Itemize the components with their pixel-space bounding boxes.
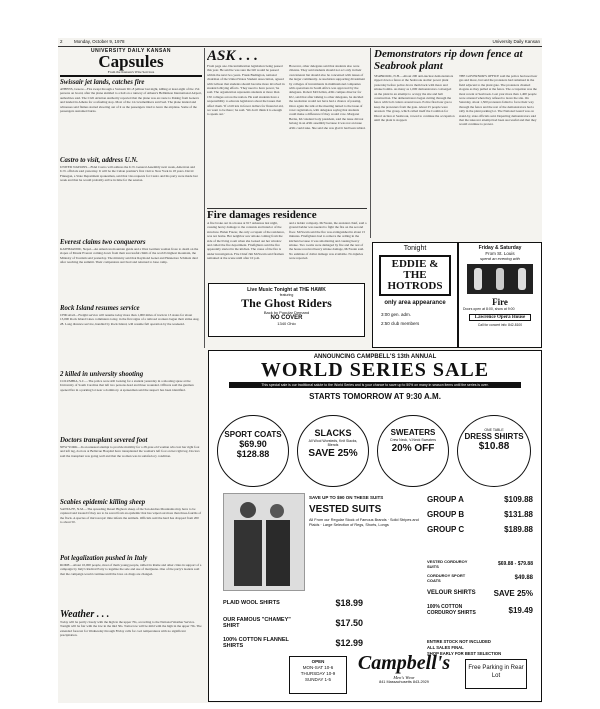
badge-lines: All Wool Worsteds, Knit Slacks, Blends (308, 439, 358, 447)
friday-line2: From St. Louis (485, 251, 515, 256)
badge-price1: $10.88 (478, 441, 510, 452)
group-row (427, 495, 533, 510)
group-name: GROUP B (427, 510, 465, 519)
story-headline: Doctors transplant severed foot (60, 437, 148, 444)
item-name: OUR FAMOUS "CHAMEY" SHIRT (223, 617, 291, 629)
story-castro (60, 157, 202, 239)
sale-item (427, 585, 533, 601)
free-parking (465, 659, 527, 689)
story-body: ROME—About 10,000 people, most of them young people, rallied in Rome and other cities in support of a campaign by Italy's Radical Party to legalize the sale and use of marijuana. One of the party's leaders said that the campaign would continue until the laws on drugs are changed. (60, 563, 202, 576)
capsules-title: Capsules (98, 52, 164, 71)
ghost-featuring: featuring (279, 293, 294, 297)
items-right (427, 557, 533, 637)
fire-headline: Fire damages residence (207, 209, 317, 221)
ghost-band: The Ghost Riders (241, 296, 332, 310)
issue-date: Monday, October 9, 1978 (74, 39, 125, 44)
story-body: CHICAGO—Freight service will resume today more than 1,000 miles of track in 13 states for about 13,000 Rock Island Lines commuters today, in the first signs of a railroad workers began their strike Aug. 28. Long distance service, handled by Rock Island, will resume full operation by the weekend. (60, 313, 200, 326)
ask-body-col2: However, other delegates said that students also were citizens. They said students should not act only in their own interest but should also be concerned with issues of the larger community. A resolution supporting divestment by colleges of investments in multinational companies with operations in South Africa was approved by the delegates. Robert McClellan, ASK campus director for KU, said that after talking to other delegates, he decided the resolution would not have had a chance of passing. Once again the talk at the meeting turned to the issue of voter registration, with delegates saying that students could make a difference if they would vote. Margaret Bertie, KU student body president, said the issue did not belong in an ASK assembly because it was not an issue ASK could take. She said she was glad it had been tabled. (289, 64, 366, 130)
story-body: COLUMBIA, S.C.—The police were still looking for a student yesterday in a shooting spree at the University of South Carolina that left two persons dead and three wounded. Officers said the gunman opened fire in a parking lot near a dormitory. A spokesman said the suspect has been identified. (60, 379, 194, 392)
friday-line1: Friday & Saturday (478, 245, 522, 251)
item-name: 100% COTTON FLANNEL SHIRTS (223, 637, 289, 649)
story-headline: Scabies epidemic killing sheep (60, 499, 146, 506)
story-body: UNITED NATIONS—Fidel Castro will address the U.N. General Assembly next week, American and U.N. officials said yesterday. It will be the Cuban premier's first visit to New York in 18 years. David Finnegan, a State Department spokesman, said that visa requests for Castro and his party were made last week and that he would probably arrive in time for the session. (60, 165, 198, 183)
story-body: ATHENS, Greece—Fire swept through a Swissair DC-8 jetliner last night, killing at least eight of the 154 persons on board, after the plane skidded to a halt on a runway of Athens's Hellinikon International Airport, authorities said. The Civil Aviation Authority reported that the plane was en route to Peking from Geneva and landed in Athens for a refueling stop. Most of the 14 crewmembers survived. The plane landed and witnesses said flames started shooting out of it as the passengers tried to leave the airplane. Some of the passengers sustained burns. (60, 87, 202, 114)
page-number: 2 (60, 39, 63, 44)
group-row (427, 510, 533, 525)
story-headline: Castro to visit, address U.N. (60, 157, 138, 164)
sale-item (427, 557, 533, 571)
world-series-sale-ad (208, 350, 542, 702)
ghost-sub: Back by Popular Demand (263, 310, 310, 315)
item-name: PLAID WOOL SHIRTS (223, 600, 280, 606)
fire-body-col2: and a ladder company. McSwain, the assistant chief, said a ground ladder was needed to fight the fire on the second floor. McSwain said the fire was extinguished in about 15 minutes. Firefighters had to remove the ceiling in the kitchen because it was smoldering and causing heavy smoke. Two rooms were damaged by fire and the rest of the house received heavy smoke damage, McSwain said. No estimate of dollar damage was available. No injuries were reported. (289, 221, 367, 261)
badge-price2: $128.88 (236, 449, 270, 459)
group-name: GROUP A (427, 495, 464, 504)
badge-title: SPORT COATS (224, 430, 282, 439)
footnote: ENTIRE STOCK NOT INCLUDED (427, 639, 491, 644)
badge-title: DRESS SHIRTS (464, 432, 524, 441)
item-name: 100% COTTON CORDUROY SHIRTS (427, 604, 476, 616)
sale-item (223, 613, 363, 633)
hours-line: MON-SAT 10-6 (302, 665, 334, 670)
story-shooting (60, 371, 202, 437)
group-name: GROUP C (427, 525, 465, 534)
sale-starts: STARTS TOMORROW AT 9:30 A.M. (309, 392, 441, 401)
badge-price1: 20% OFF (391, 443, 435, 454)
capsules-masthead (60, 48, 202, 77)
friday-doors: Doors open at 8:00, show at 9:00 (463, 307, 515, 311)
demonstrators-body-col2: THE GOVERNOR'S OFFICE said the police had used tear gas and mace, but said the protesters had remained in the field adjacent to the plant gate. The protesters chanted slogans as they pulled at the fence. The occupation was the most recent at Seabrook. Last year more than 1,400 people were arrested when they refused to leave the site. On Saturday, about 1,500 protesters failed to force their way through the fence and the rest of the demonstrators had a rally in the plant parking lot. The National Guard was on stand-by, state officials said. Departing demonstrators said that the takeover attempt had been successful and that they would continue to protest. (459, 74, 538, 127)
page-header (58, 38, 542, 47)
store-hours (289, 656, 347, 694)
eddie-time2: 2:50 club members (381, 321, 420, 326)
items-left (223, 593, 363, 653)
sale-tagline: This special sale is our traditional salute to the World Series and is your chance to save up to 50% on many in season items until the series is over. (229, 382, 521, 388)
campbells-logo (349, 651, 459, 697)
suit-illustration (223, 493, 305, 591)
vested-features: All From our Regular Stock of Famous Brands · Solid Stripes and Plaids · Large Selection of Regs, Shorts, Longs (309, 518, 419, 527)
story-headline: Everest claims two conquerors (60, 239, 146, 246)
sale-item (223, 593, 363, 613)
story-weather (60, 609, 202, 659)
sale-top: ANNOUNCING CAMPBELL'S 13th ANNUAL (313, 354, 437, 360)
item-name: CORDUROY SPORT COATS (427, 573, 466, 583)
sale-item (427, 601, 533, 619)
story-pot (60, 555, 202, 609)
friday-line3: spend an evening with (480, 256, 520, 261)
footnote: ALL SALES FINAL (427, 645, 464, 650)
item-price: $19.49 (508, 605, 533, 615)
story-scabies (60, 499, 202, 555)
badge-dress-shirts (457, 415, 531, 487)
badge-sweaters (377, 415, 449, 487)
ghost-cover: NO COVER (270, 315, 303, 321)
story-headline: Swissair jet lands, catches fire (60, 79, 145, 86)
ask-headline: ASK . . . (207, 48, 258, 64)
story-everest (60, 239, 202, 305)
weather-headline: Weather . . . (60, 609, 110, 620)
demonstrators-headline: Demonstrators rip down fence at Seabrook plant (374, 48, 523, 72)
store-name: Campbell's (357, 652, 451, 674)
footnote: SHOP EARLY FOR BEST SELECTION (427, 651, 502, 656)
eddie-band: EDDIE & THE HOTRODS (379, 255, 451, 296)
store-sub: Men's Wear (393, 675, 415, 680)
paper-name: University Daily Kansan (492, 39, 540, 44)
story-headline: Pot legalization pushed in Italy (60, 555, 148, 562)
story-body: Today will be partly cloudy with the high in the upper 70s, according to the National Weather Service. Tonight will be fair with the low in the mid 50s. Tomorrow will be mild with the high in the upper 70s. The extended forecast for Wednesday through Friday calls for cool temperatures with no significant precipitation. (60, 620, 202, 638)
badge-lines: ONE TABLE (484, 428, 504, 432)
badge-title: SWEATERS (390, 428, 436, 437)
eddie-tonight: Tonight (403, 245, 427, 252)
badge-price1: $69.90 (239, 439, 267, 449)
capsules-subtitle: From the Kansan's Wire Services (107, 70, 155, 74)
story-transplant (60, 437, 202, 499)
item-price: $69.88 - $79.88 (497, 561, 533, 567)
demonstrators-body-col1: SEABROOK, N.H.—About 200 anti-nuclear demonstrators ripped down a fence at the Seabrook atomic power plant yesterday before police drove them back with mace and smoke bombs. As many as 1,000 demonstrators converged on the plant in an attempt to occupy the site and halt construction. The demonstrators began cutting through the fence with bolt cutters around noon. Police fired tear gas to keep the protesters from the gate. About 25 people were arrested. The group, which called itself the Coalition for Direct Action at Seabrook, vowed to continue the occupation until the plant is stopped. (374, 74, 455, 123)
sale-title: WORLD SERIES SALE (260, 359, 490, 381)
sale-item (427, 571, 533, 585)
item-price: $49.88 (514, 575, 533, 581)
badge-sport-coats (217, 415, 289, 487)
eddie-show: only area appearance (384, 300, 446, 306)
badge-lines: Crew Neck, V-Neck Sweaters (390, 438, 436, 442)
friday-band: Fire (492, 297, 508, 307)
fire-story (207, 208, 367, 281)
group-row (427, 525, 533, 540)
hours-line: SUNDAY 1-5 (304, 677, 332, 682)
story-body: NEW YORK—In an unusual attempt to provide mobility for a 28-year-old woman who lost her right foot and left leg, doctors at Bellevue Hospital have transplanted the woman's left foot on her right leg. Doctors said the transplant was going well and that the woman was in satisfactory condition. (60, 445, 200, 458)
sale-item (223, 633, 363, 653)
story-body: KATHMANDU, Nepal—An American mountain guide and a West German woman froze to death on the slopes of Mount Everest coming down from their successful climb of the world's highest mountain, the Ministry of Tourism said yesterday. The ministry said that Raymond Genet and Hannelore Schmatz died after reaching the summit. Their companions survived and returned to base camp. (60, 247, 199, 265)
vested-title: VESTED SUITS (309, 504, 382, 515)
ghost-address: 1340 Ohio (277, 321, 296, 326)
badge-title: SLACKS (314, 428, 352, 438)
newspaper-page (58, 38, 542, 703)
vested-block (309, 495, 421, 589)
story-body: SANTA FE, N.M.—The spreading Desert Bighorn sheep of the San Andres Mountains may have to be captured and treated if they are to be saved from an epidemic that has wiped out more than three-fourths of the flock. A species of microscopic mite infests the animals. Officials said the herd has dropped from 200 to about 50. (60, 507, 202, 525)
capsules-paper: UNIVERSITY DAILY KANSAN (90, 48, 172, 54)
item-price: $18.99 (335, 598, 363, 608)
hours-title: OPEN (311, 659, 325, 664)
ghost-riders-ad (208, 283, 365, 337)
story-headline: 2 killed in university shooting (60, 371, 144, 378)
ask-story (207, 48, 367, 208)
vested-lead: SAVE UP TO $90 ON THESE SUITS (309, 495, 384, 500)
fire-body-col1: A fire broke out in a house at 917 Arkansas last night, causing heavy damage to the contents and interior of the structure. Helen Frazer, the only occupant of the residence, was not home. Her neighbor saw smoke coming from the side of the living room when she looked out her window and called the fire department. Firefighters said the fire apparently started in the kitchen. The cause of the fire is under investigation. Fire Chief Jim McSwain said firemen remained at the scene until after 10 p.m. (207, 221, 285, 261)
suit-groups (427, 495, 533, 555)
story-rock-island (60, 305, 202, 371)
store-address: 841 Massachusetts 843-2929 (379, 680, 429, 684)
group-price: $109.88 (504, 495, 533, 504)
eddie-time1: 3:00 gen. adm. (381, 312, 412, 317)
item-name: VESTED CORDUROY SUITS (427, 559, 468, 569)
story-swissair (60, 79, 202, 157)
badge-slacks (297, 415, 369, 487)
demonstrators-story (370, 48, 542, 238)
friday-saturday-ad (458, 242, 542, 348)
column-rule (204, 48, 205, 348)
ghost-lead: Live Music Tonight at THE HAWK (247, 287, 326, 293)
opera-house-logo: Lawrence Opera House (469, 314, 531, 321)
hours-line: THURSDAY 10-9 (300, 671, 336, 676)
item-price: SAVE 25% (493, 588, 533, 598)
friday-phone: Call for concert info: 842-8100 (477, 323, 523, 327)
band-photo (467, 264, 533, 294)
item-price: $17.50 (335, 618, 363, 628)
capsules-column (60, 48, 202, 700)
item-name: VELOUR SHIRTS (427, 590, 476, 596)
item-price: $12.99 (335, 638, 363, 648)
group-price: $189.88 (504, 525, 533, 534)
group-price: $131.88 (504, 510, 533, 519)
badge-price1: SAVE 25% (308, 448, 358, 459)
eddie-hotrods-ad (372, 242, 458, 348)
ask-body-col1: From page one. Decentralization legislation being passed this year. He said he was sure the bill would be passed within the next two years. Frank Budington, national chairman of the United States Student Association, agreed with Gibson that students should become more involved in student lobbying efforts. 'They need to have power,' he said. The organization represents students at more than 150 colleges across the nation. He said students have a responsibility to educate legislators about the issues that affect them. 'If a bill lets in fewer dollars for financial aid, we want to be there,' he said. 'We don't think it is enough to speak out.' (207, 64, 285, 117)
parking-text: Free Parking in Rear Lot (468, 665, 524, 679)
story-headline: Rock Island resumes service (60, 305, 140, 312)
